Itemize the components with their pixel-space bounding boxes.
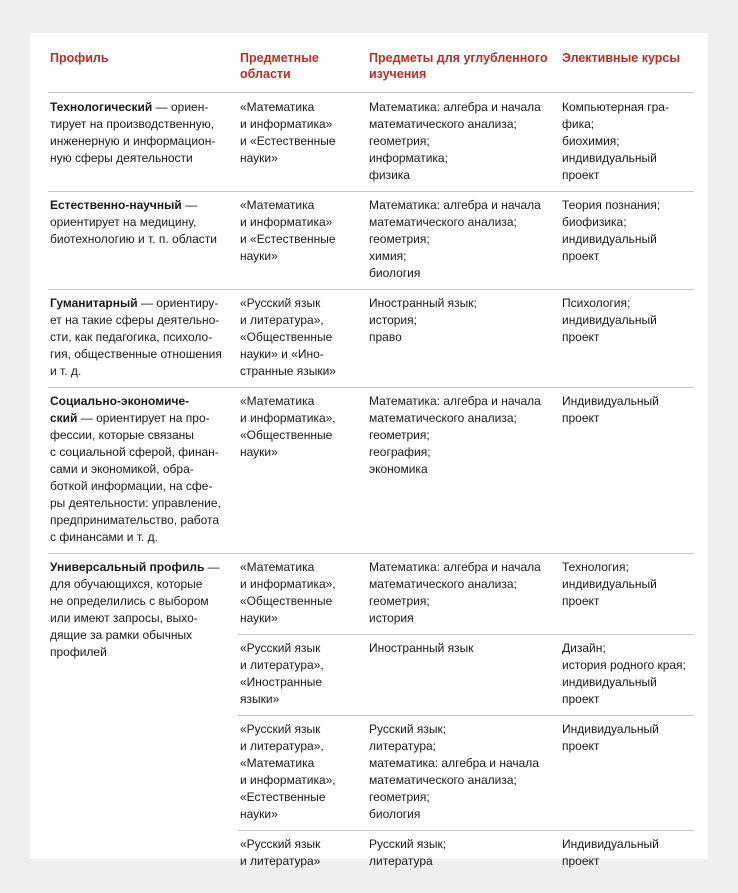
areas-cell	[238, 192, 367, 290]
profile-first-line: Универсальный профиль —	[50, 560, 220, 574]
electives-cell-line: биохимия;	[562, 134, 620, 148]
profile-name: Технологический	[50, 100, 153, 114]
areas-cell	[238, 554, 367, 635]
profile-line: инженерную и информацион-	[50, 134, 216, 148]
profile-line: ную сферы деятельности	[50, 151, 193, 165]
subjects-cell-line: история;	[369, 313, 417, 327]
profile-name-cont: ский	[50, 411, 78, 425]
header-subjects	[367, 48, 560, 93]
areas-cell-line: «Русский язык	[240, 296, 321, 310]
subjects-cell-line: литература;	[369, 739, 437, 753]
profile-line: и т. д.	[50, 364, 82, 378]
table-row-universal	[48, 554, 694, 635]
areas-cell-line: «Математика	[240, 198, 315, 212]
subjects-cell-line: Русский язык;	[369, 722, 447, 736]
profile-line: сами и экономикой, обра-	[50, 462, 194, 476]
subjects-cell-line: математического анализа;	[369, 215, 517, 229]
areas-cell-line: «Русский язык	[240, 722, 321, 736]
areas-cell-line: «Общественные	[240, 428, 333, 442]
profile-line: сти, как педагогика, психоло-	[50, 330, 213, 344]
electives-cell-line: Психология;	[562, 296, 631, 310]
areas-cell-line: «Иностранные	[240, 675, 322, 689]
profile-name: Универсальный профиль	[50, 560, 205, 574]
profile-cell	[48, 93, 238, 192]
profile-line: дящие за рамки обычных	[50, 628, 193, 642]
profile-line: с финансами и т. д.	[50, 530, 159, 544]
areas-cell-line: науки» и «Ино-	[240, 347, 324, 361]
areas-cell-line: и информатика»,	[240, 411, 336, 425]
subjects-cell-line: геометрия;	[369, 594, 430, 608]
areas-cell-line: и литература»	[240, 854, 321, 868]
areas-cell-line: «Естественные	[240, 790, 326, 804]
electives-cell-line: индивидуальный	[562, 577, 657, 591]
areas-cell-line: «Математика	[240, 560, 315, 574]
profile-cell-universal	[48, 554, 238, 878]
subjects-cell-line: Математика: алгебра и начала	[369, 100, 541, 114]
electives-cell-line: проект	[562, 739, 600, 753]
subjects-cell-line: право	[369, 330, 402, 344]
electives-cell-line: фика;	[562, 117, 595, 131]
document-page	[30, 33, 708, 868]
subjects-cell-line: литература	[369, 854, 433, 868]
areas-cell-line: языки»	[240, 692, 280, 706]
electives-cell-line: история родного края;	[562, 658, 686, 672]
profile-first-line: Естественно-научный —	[50, 198, 198, 212]
electives-cell	[560, 192, 694, 290]
profile-cell	[48, 290, 238, 388]
areas-cell-line: «Общественные	[240, 330, 333, 344]
areas-cell	[238, 716, 367, 831]
electives-cell-line: Дизайн;	[562, 641, 606, 655]
profiles-table	[48, 48, 694, 877]
electives-cell-line: проект	[562, 168, 600, 182]
profile-name: Естественно-научный	[50, 198, 182, 212]
subjects-cell-line: геометрия;	[369, 134, 430, 148]
areas-cell-line: и информатика»	[240, 117, 333, 131]
areas-cell-line: «Общественные	[240, 594, 333, 608]
subjects-cell-line: математика: алгебра и начала	[369, 756, 539, 770]
subjects-cell-line: Математика: алгебра и начала	[369, 560, 541, 574]
header-areas-line-1: Предметные	[240, 51, 319, 65]
electives-cell-line: биофизика;	[562, 215, 627, 229]
subjects-cell-line: физика	[369, 168, 410, 182]
subjects-cell-line: математического анализа;	[369, 577, 517, 591]
areas-cell-line: науки»	[240, 151, 278, 165]
subjects-cell-line: Русский язык;	[369, 837, 447, 851]
subjects-cell-line: Иностранный язык	[369, 641, 474, 655]
header-electives: Элективные курсы	[560, 48, 694, 93]
subjects-cell-line: математического анализа;	[369, 411, 517, 425]
areas-cell-line: науки»	[240, 445, 278, 459]
electives-cell-line: Индивидуальный	[562, 837, 659, 851]
electives-cell	[560, 716, 694, 831]
electives-cell-line: проект	[562, 330, 600, 344]
subjects-cell-line: геометрия;	[369, 428, 430, 442]
electives-cell	[560, 290, 694, 388]
profile-line: ориентирует на медицину,	[50, 215, 197, 229]
subjects-cell	[367, 93, 560, 192]
profile-first-line	[50, 393, 234, 410]
electives-cell-line: Технология;	[562, 560, 629, 574]
areas-cell-line: и информатика»,	[240, 773, 336, 787]
electives-cell	[560, 635, 694, 716]
header-subjects-line-2: изучения	[369, 67, 427, 81]
electives-cell-line: проект	[562, 854, 600, 868]
subjects-cell-line: математического анализа;	[369, 117, 517, 131]
electives-cell-line: проект	[562, 594, 600, 608]
subjects-cell-line: Математика: алгебра и начала	[369, 198, 541, 212]
table-row	[48, 93, 694, 192]
areas-cell	[238, 635, 367, 716]
profile-line: ет на такие сферы деятельно-	[50, 313, 220, 327]
profile-line: не определились с выбором	[50, 594, 209, 608]
subjects-cell	[367, 192, 560, 290]
electives-cell-line: Компьютерная гра-	[562, 100, 669, 114]
header-areas	[238, 48, 367, 93]
profile-line: биотехнологию и т. п. области	[50, 232, 217, 246]
subjects-cell-line: геометрия;	[369, 790, 430, 804]
profile-line: с социальной сферой, финан-	[50, 445, 219, 459]
profile-line: для обучающихся, которые	[50, 577, 203, 591]
profile-cell	[48, 192, 238, 290]
profile-line: фессии, которые связаны	[50, 428, 194, 442]
profile-line: гия, общественные отношения	[50, 347, 222, 361]
subjects-cell-line: математического анализа;	[369, 773, 517, 787]
electives-cell-line: проект	[562, 411, 600, 425]
areas-cell	[238, 93, 367, 192]
profile-line: или имеют запросы, выхо-	[50, 611, 198, 625]
subjects-cell-line: геометрия;	[369, 232, 430, 246]
areas-cell-line: науки»	[240, 611, 278, 625]
areas-cell-line: науки»	[240, 807, 278, 821]
electives-cell-line: Теория познания;	[562, 198, 661, 212]
electives-cell	[560, 388, 694, 554]
subjects-cell	[367, 831, 560, 878]
electives-cell-line: Индивидуальный	[562, 394, 659, 408]
profile-cell	[48, 388, 238, 554]
areas-cell	[238, 290, 367, 388]
areas-cell-line: и информатика»	[240, 215, 333, 229]
areas-cell-line: «Математика	[240, 100, 315, 114]
electives-cell	[560, 554, 694, 635]
areas-cell-line: и «Естественные	[240, 134, 336, 148]
profile-first-line: Технологический — ориен-	[50, 100, 209, 114]
header-subjects-line-1: Предметы для углубленного	[369, 51, 548, 65]
electives-cell-line: индивидуальный	[562, 313, 657, 327]
subjects-cell	[367, 388, 560, 554]
electives-cell-line: проект	[562, 249, 600, 263]
subjects-cell-line: экономика	[369, 462, 428, 476]
areas-cell-line: «Математика	[240, 394, 315, 408]
electives-cell	[560, 93, 694, 192]
table-row	[48, 192, 694, 290]
areas-cell-line: странные языки»	[240, 364, 336, 378]
profile-line: профилей	[50, 645, 107, 659]
subjects-cell-line: география;	[369, 445, 431, 459]
electives-cell-line: проект	[562, 692, 600, 706]
electives-cell-line: индивидуальный	[562, 151, 657, 165]
electives-cell-line: индивидуальный	[562, 232, 657, 246]
areas-cell-line: «Русский язык	[240, 837, 321, 851]
electives-cell	[560, 831, 694, 878]
subjects-cell-line: химия;	[369, 249, 407, 263]
profile-first-line: Гуманитарный — ориентиру-	[50, 296, 219, 310]
areas-cell-line: и информатика»,	[240, 577, 336, 591]
header-profile: Профиль	[48, 48, 238, 93]
subjects-cell	[367, 290, 560, 388]
subjects-cell-line: биология	[369, 266, 421, 280]
areas-cell	[238, 388, 367, 554]
profile-line: предпринимательство, работа	[50, 513, 220, 527]
electives-cell-line: индивидуальный	[562, 675, 657, 689]
areas-cell-line: и «Естественные	[240, 232, 336, 246]
table-body	[48, 93, 694, 878]
profile-name: Гуманитарный	[50, 296, 138, 310]
electives-cell-line: Индивидуальный	[562, 722, 659, 736]
subjects-cell-line: Иностранный язык;	[369, 296, 477, 310]
areas-cell-line: и литература»,	[240, 658, 324, 672]
areas-cell-line: и литература»,	[240, 313, 324, 327]
subjects-cell	[367, 635, 560, 716]
profile-line: тирует на производственную,	[50, 117, 215, 131]
subjects-cell-line: биология	[369, 807, 421, 821]
header-areas-line-2: области	[240, 67, 291, 81]
profile-line: ры деятельности: управление,	[50, 496, 221, 510]
profile-line: боткой информации, на сфе-	[50, 479, 213, 493]
subjects-cell-line: история	[369, 611, 414, 625]
table-row	[48, 290, 694, 388]
areas-cell-line: «Русский язык	[240, 641, 321, 655]
profile-second-line: ский — ориентирует на про-	[50, 411, 210, 425]
areas-cell	[238, 831, 367, 878]
subjects-cell-line: информатика;	[369, 151, 448, 165]
areas-cell-line: науки»	[240, 249, 278, 263]
subjects-cell	[367, 716, 560, 831]
areas-cell-line: и литература»,	[240, 739, 324, 753]
table-row	[48, 388, 694, 554]
subjects-cell-line: Математика: алгебра и начала	[369, 394, 541, 408]
subjects-cell	[367, 554, 560, 635]
profile-name: Социально-экономиче-	[50, 394, 190, 408]
table-header-row	[48, 48, 694, 93]
areas-cell-line: «Математика	[240, 756, 315, 770]
